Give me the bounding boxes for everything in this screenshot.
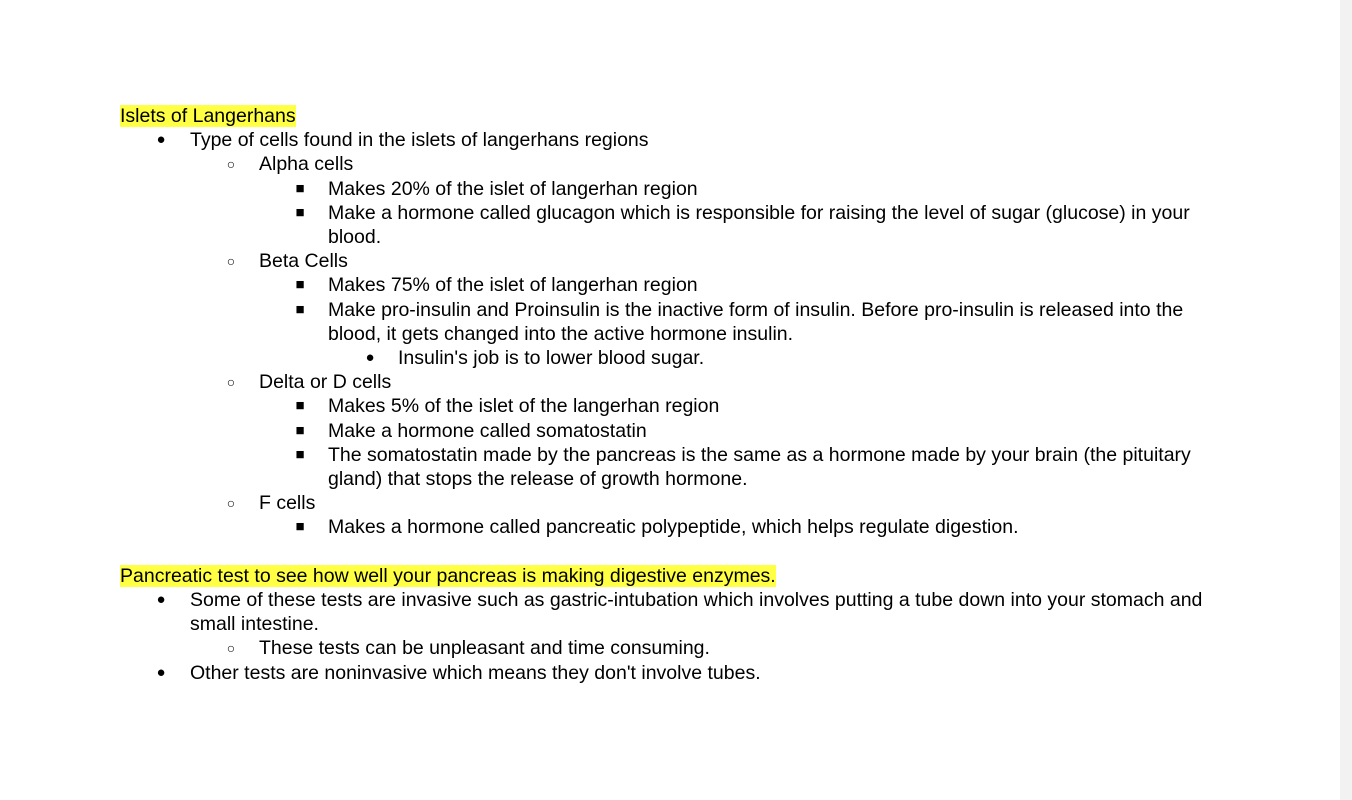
list-item [120, 491, 1210, 515]
alpha-point: Make a hormone called glucagon which is responsible for raising the level of sugar (glucose) in your blood. [328, 201, 1190, 248]
disc-bullet-icon: ● [156, 591, 166, 609]
square-bullet-icon: ■ [295, 179, 305, 197]
f-cells-label: F cells [259, 492, 316, 515]
beta-point: Make pro-insulin and Proinsulin is the inactive form of insulin. Before pro-insulin is released into the blood, it gets changed into the active hormone insulin. [328, 298, 1184, 345]
list-item [120, 394, 1210, 418]
list-item [120, 636, 1210, 660]
section-islets [120, 104, 1210, 128]
list-item [120, 346, 1210, 370]
section-pancreatic-test [120, 564, 1210, 588]
list-item [120, 177, 1210, 201]
f-point: Makes a hormone called pancreatic polypeptide, which helps regulate digestion. [328, 516, 1019, 539]
list-item [120, 443, 1210, 491]
circle-bullet-icon: ○ [226, 156, 236, 173]
unpleasant-tests-text: These tests can be unpleasant and time consuming. [259, 637, 710, 660]
square-bullet-icon: ■ [295, 203, 305, 221]
document-body [120, 104, 1210, 685]
square-bullet-icon: ■ [295, 397, 305, 415]
list-item [120, 588, 1210, 636]
square-bullet-icon: ■ [295, 421, 305, 439]
list-item [120, 249, 1210, 273]
list-item [120, 298, 1210, 346]
blank-line [120, 540, 1210, 564]
disc-bullet-icon: ● [156, 663, 166, 681]
circle-bullet-icon: ○ [226, 374, 236, 391]
list-item [120, 370, 1210, 394]
scrollbar-gutter[interactable] [1340, 0, 1352, 800]
circle-bullet-icon: ○ [226, 253, 236, 270]
delta-point: Make a hormone called somatostatin [328, 419, 647, 442]
square-bullet-icon: ■ [295, 445, 305, 463]
delta-point: Makes 5% of the islet of the langerhan region [328, 395, 720, 418]
cell-types-intro: Type of cells found in the islets of langerhans regions [190, 129, 649, 152]
circle-bullet-icon: ○ [226, 495, 236, 512]
list-item [120, 515, 1210, 539]
list-item [120, 128, 1210, 152]
list-item [120, 661, 1210, 685]
list-item [120, 419, 1210, 443]
list-item [120, 152, 1210, 176]
disc-bullet-icon: ● [156, 131, 166, 149]
beta-point: Makes 75% of the islet of langerhan region [328, 274, 698, 297]
invasive-tests-text: Some of these tests are invasive such as gastric-intubation which involves putting a tube down into your stomach and small intestine. [190, 589, 1203, 636]
alpha-cells-label: Alpha cells [259, 153, 354, 176]
islets-heading: Islets of Langerhans [120, 105, 296, 127]
list-item [120, 273, 1210, 297]
square-bullet-icon: ■ [295, 518, 305, 536]
square-bullet-icon: ■ [295, 276, 305, 294]
delta-point: The somatostatin made by the pancreas is the same as a hormone made by your brain (the pituitary gland) that stops the release of growth hormone. [328, 443, 1191, 491]
insulin-subpoint: Insulin's job is to lower blood sugar. [398, 347, 705, 370]
delta-cells-label: Delta or D cells [259, 371, 392, 394]
list-item [120, 201, 1210, 249]
noninvasive-tests-text: Other tests are noninvasive which means they don't involve tubes. [190, 661, 761, 684]
disc-bullet-icon: ● [365, 349, 375, 367]
pancreatic-test-heading: Pancreatic test to see how well your pancreas is making digestive enzymes. [120, 564, 776, 587]
alpha-point: Makes 20% of the islet of langerhan region [328, 177, 698, 200]
circle-bullet-icon: ○ [226, 640, 236, 657]
square-bullet-icon: ■ [295, 300, 305, 318]
beta-cells-label: Beta Cells [259, 250, 348, 273]
